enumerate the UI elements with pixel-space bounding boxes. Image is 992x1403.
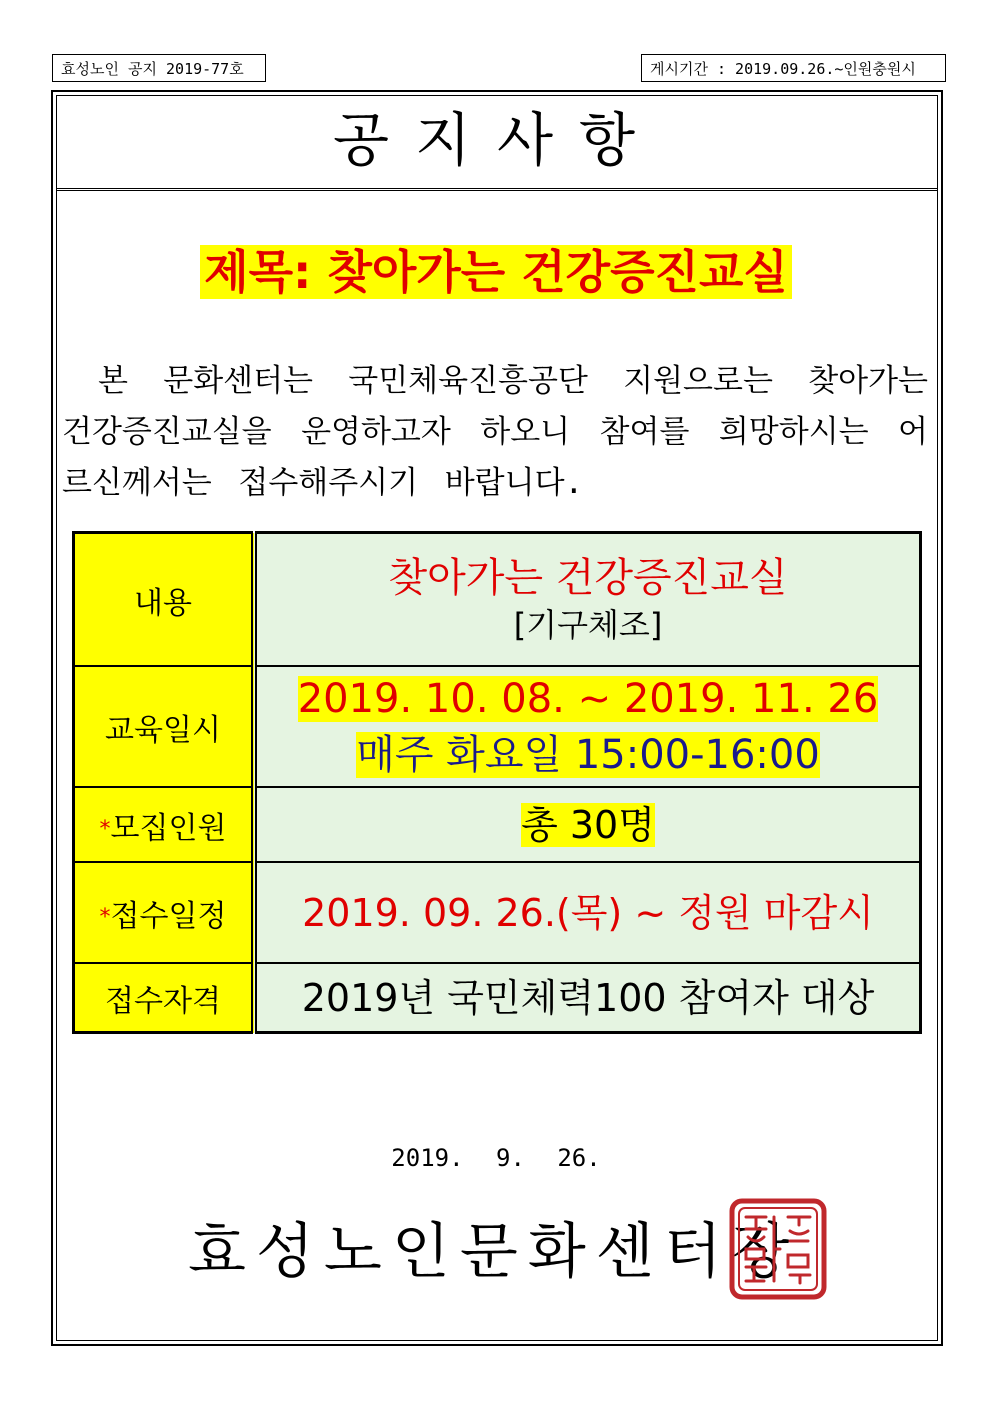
body-paragraph: 본 문화센터는 국민체육진흥공단 지원으로는 찾아가는 건강증진교실을 운영하고자 하오니 참여를 희망하시는 어르신께서는 접수해주시기 바랍니다. xyxy=(62,363,928,501)
program-name: 찾아가는 건강증진교실 xyxy=(388,554,788,601)
label-schedule: 교육일시 xyxy=(74,666,255,787)
label-registration: *접수일정 xyxy=(74,862,255,963)
signature: 효성노인문화센터장 xyxy=(188,1217,800,1287)
program-type: [기구체조] xyxy=(513,605,663,644)
label-eligibility: 접수자격 xyxy=(74,963,255,1032)
notice-date: 2019. 9. 26. xyxy=(391,1144,601,1172)
schedule-weekly: 매주 화요일 15:00-16:00 xyxy=(356,731,820,778)
value-eligibility xyxy=(254,963,921,1032)
label-capacity: *모집인원 xyxy=(74,787,255,862)
value-registration xyxy=(254,862,921,963)
required-star: * xyxy=(99,816,111,842)
table-row-capacity xyxy=(74,787,921,862)
label-content: 내용 xyxy=(74,533,255,667)
table-row-registration xyxy=(74,862,921,963)
notice-number: 효성노인 공지 2019-77호 xyxy=(52,54,266,82)
table-row-eligibility xyxy=(74,963,921,1032)
required-star: * xyxy=(99,904,111,930)
schedule-period: 2019. 10. 08. ~ 2019. 11. 26 xyxy=(297,675,879,722)
info-table xyxy=(72,531,922,1034)
value-capacity xyxy=(254,787,921,862)
subject-text: 제목: 찾아가는 건강증진교실 xyxy=(200,245,792,299)
eligibility-text: 2019년 국민체력100 참여자 대상 xyxy=(301,975,875,1020)
value-content xyxy=(254,533,921,667)
table-row-content xyxy=(74,533,921,667)
posting-period: 게시기간 : 2019.09.26.~인원충원시 xyxy=(641,54,946,82)
page-title: 공지사항 xyxy=(56,95,938,191)
value-schedule xyxy=(254,666,921,787)
subject-heading xyxy=(0,243,992,301)
official-seal-icon xyxy=(728,1197,828,1301)
table-row-schedule xyxy=(74,666,921,787)
registration-text: 2019. 09. 26.(목) ~ 정원 마감시 xyxy=(302,890,874,935)
capacity-text: 총 30명 xyxy=(521,802,655,847)
